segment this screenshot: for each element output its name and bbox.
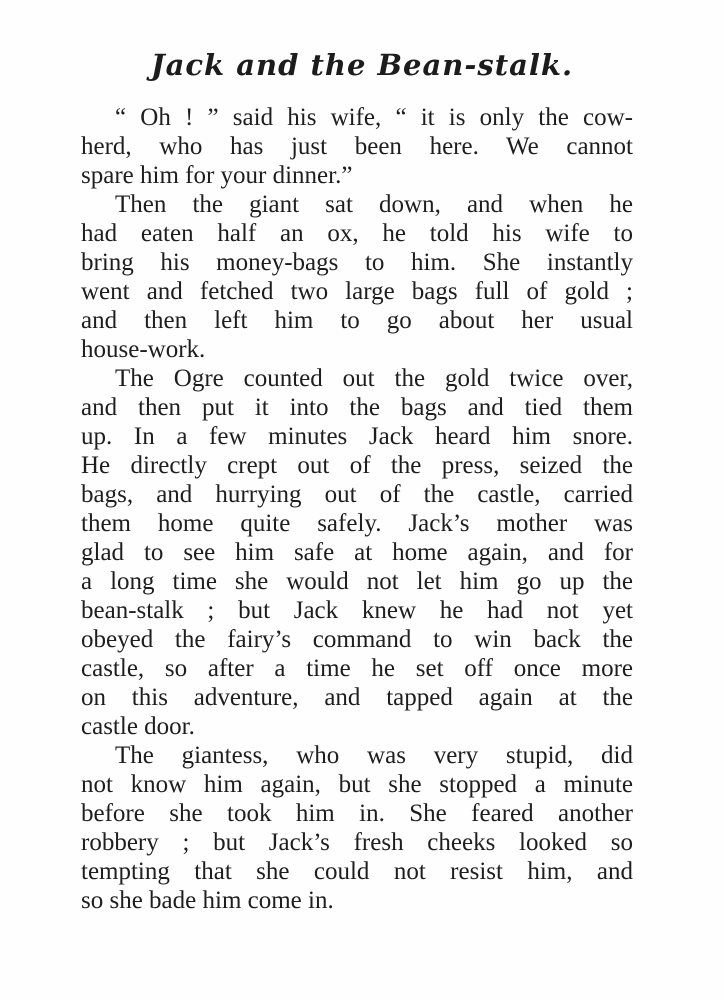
text-line: a long time she would not let him go up the [81,568,633,595]
text-line: “ Oh ! ” said his wife, “ it is only the cow- [115,104,633,131]
text-line: them home quite safely. Jack’s mother was [81,510,633,537]
paragraph-4 [81,741,633,915]
text-line: Then the giant sat down, and when he [115,191,633,218]
paragraph-2 [81,190,633,364]
text-line: The giantess, who was very stupid, did [115,742,633,769]
text-line: He directly crept out of the press, seized the [81,452,633,479]
text-line: bags, and hurrying out of the castle, carried [81,481,633,508]
text-line: castle, so after a time he set off once more [81,655,633,682]
text-line: bring his money-bags to him. She instantly [81,249,633,276]
page-title: Jack and the Bean-stalk. [150,48,574,82]
paragraph-3 [81,364,633,741]
text-line: robbery ; but Jack’s fresh cheeks looked so [81,829,633,856]
text-line: obeyed the fairy’s command to win back the [81,626,633,653]
text-line: and then left him to go about her usual [81,307,633,334]
text-line: before she took him in. She feared another [81,800,633,827]
text-line: and then put it into the bags and tied them [81,394,633,421]
body-text [81,103,633,915]
text-line: up. In a few minutes Jack heard him snore. [81,423,633,450]
text-line: bean-stalk ; but Jack knew he had not yet [81,597,633,624]
text-line: spare him for your dinner.” [81,162,353,189]
text-line: on this adventure, and tapped again at the [81,684,633,711]
text-line: The Ogre counted out the gold twice over, [115,365,633,392]
paragraph-1 [81,103,633,190]
text-line: castle door. [81,713,195,740]
text-line: tempting that she could not resist him, and [81,858,633,885]
text-line: herd, who has just been here. We cannot [81,133,633,160]
text-line: so she bade him come in. [81,887,334,914]
text-line: house-work. [81,336,206,363]
text-line: had eaten half an ox, he told his wife to [81,220,633,247]
text-line: not know him again, but she stopped a minute [81,771,633,798]
text-line: went and fetched two large bags full of gold ; [81,278,633,305]
text-line: glad to see him safe at home again, and for [81,539,633,566]
